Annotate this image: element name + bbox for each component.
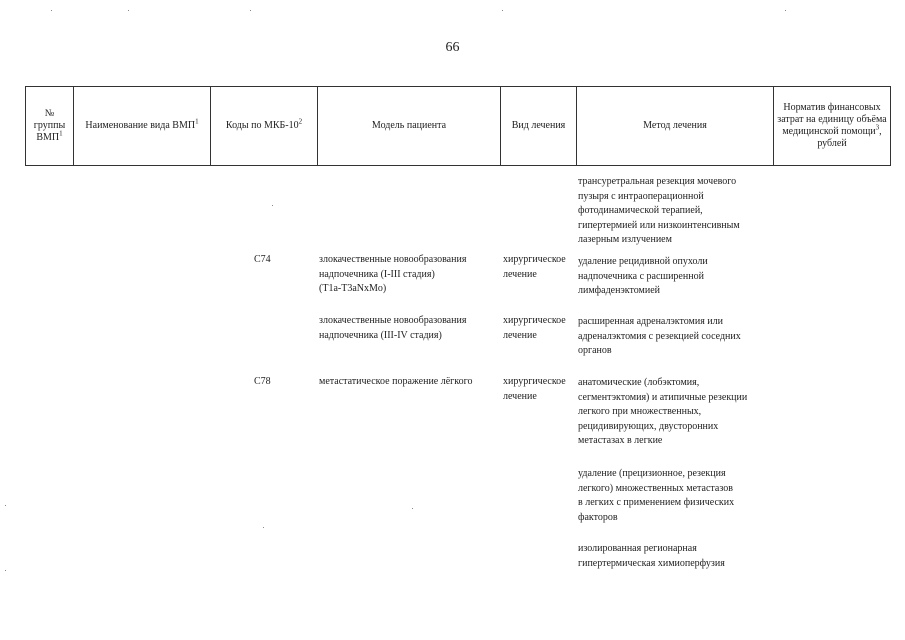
treatment-type-text: хирургическое лечение — [503, 376, 566, 402]
scan-speck — [502, 10, 503, 11]
scan-speck — [5, 505, 6, 506]
icd-code: C74 — [254, 254, 271, 265]
method-text: расширенная адреналэктомия или адреналэктомия с резекцией соседних органов — [578, 316, 741, 356]
treatment-type-text: хирургическое лечение — [503, 315, 566, 341]
method-text: удаление рецидивной опухоли надпочечника с расширенной лимфаденэктомией — [578, 256, 708, 296]
method-text: изолированная регионарная гипертермическая химиоперфузия — [578, 543, 725, 569]
scan-speck — [128, 10, 129, 11]
scan-speck — [5, 570, 6, 571]
method-text: анатомические (лобэктомия, сегментэктомия) и атипичные резекции легкого при множественных, рецидивирующих, двусторонних метастазах в легкие — [578, 377, 748, 446]
scan-speck — [263, 527, 264, 528]
header-vmp-name: Наименование вида ВМП$^1$ — [74, 87, 211, 166]
method-text: трансуретральная резекция мочевого пузыря с интраоперационной фотодинамической терапией, гипертермией или низкоинтенсивным лазерным излучением — [578, 176, 740, 245]
header-financial-norm: Норматив финансовых затрат на единицу объёма медицинской помощи$^3$, рублей — [774, 87, 891, 166]
patient-model-text: злокачественные новообразования надпочечника (III-IV стадия) — [319, 315, 467, 341]
icd-code: C78 — [254, 376, 271, 387]
method-text: удаление (прецизионное, резекция легкого) множественных метастазов в легких с применением физических факторов — [578, 468, 735, 523]
table-header — [25, 86, 891, 166]
patient-model-text: метастатическое поражение лёгкого — [319, 376, 473, 387]
scan-speck — [250, 10, 251, 11]
header-treatment-method: Метод лечения — [577, 87, 774, 166]
patient-model-text: злокачественные новообразования надпочечника (I-III стадия) (T1a-T3aNxMo) — [319, 254, 467, 294]
scan-speck — [412, 508, 413, 509]
header-patient-model: Модель пациента — [318, 87, 501, 166]
header-icd-codes: Коды по МКБ-$10^2$ — [211, 87, 318, 166]
scan-speck — [272, 205, 273, 206]
treatment-type-text: хирургическое лечение — [503, 254, 566, 280]
header-treatment-type: Вид лечения — [501, 87, 577, 166]
scan-speck — [785, 10, 786, 11]
scan-speck — [51, 10, 52, 11]
page-number: 66 — [445, 40, 460, 55]
header-group-number: № группы ВМП$^1$ — [26, 87, 74, 166]
